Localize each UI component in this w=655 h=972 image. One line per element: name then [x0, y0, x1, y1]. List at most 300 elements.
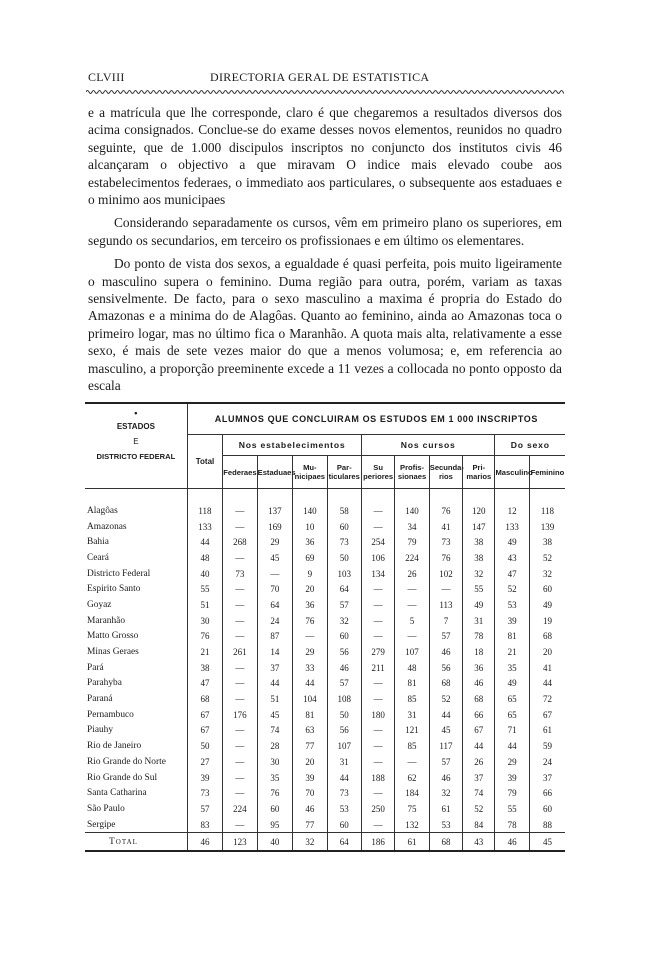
- table-cell: 186: [361, 833, 394, 852]
- table-cell: 102: [429, 566, 462, 582]
- table-cell: 68: [187, 691, 222, 707]
- table-cell: 46: [187, 833, 222, 852]
- paragraph: Do ponto de vista dos sexos, a egualdade é quasi perfeita, pois muito ligeiramente o masculino supera o feminino. Duma região para outra, porém, variam as taxas sensivelmente. De facto, para o sexo masculino a maxima é propria do Estado do Amazonas e a minima do de Alagôas. Quanto ao feminino, ainda ao Amazonas toca o primeiro logar, mas no último fica o Maranhão. A quota mais alta, relativamente a esse sexo, é mais de sete vezes maior do que a menos volumosa; e, em referencia ao masculino, a proporção preeminente excede a 11 vezes a collocada no ponto opposto da escala: [88, 256, 562, 394]
- table-cell: 76: [257, 785, 292, 801]
- table-cell: 50: [187, 738, 222, 754]
- table-cell: 41: [529, 660, 565, 676]
- table-cell: 28: [257, 738, 292, 754]
- table-cell: 120: [463, 503, 495, 519]
- table-row: [85, 503, 565, 519]
- table-cell: 169: [257, 519, 292, 535]
- table-cell: 53: [429, 817, 462, 833]
- table-cell: 36: [293, 597, 327, 613]
- table-cell: 85: [395, 691, 429, 707]
- table-cell: —: [361, 581, 394, 597]
- group-header-sexo: Do sexo: [495, 435, 565, 456]
- table-cell: 44: [429, 707, 462, 723]
- table-cell: 33: [293, 660, 327, 676]
- stub-header-line2: E: [133, 437, 139, 446]
- row-label: Pernambuco: [87, 709, 134, 720]
- table-row: [85, 550, 565, 566]
- body-text: [88, 104, 562, 401]
- table-cell: 184: [395, 785, 429, 801]
- table-cell: 133: [187, 519, 222, 535]
- table-cell: 224: [223, 801, 257, 817]
- table-cell: 254: [361, 534, 394, 550]
- table-cell: —: [223, 660, 257, 676]
- table-cell: —: [257, 566, 292, 582]
- row-label: Amazonas: [87, 521, 127, 532]
- table-cell: 133: [495, 519, 529, 535]
- table-cell: 67: [463, 723, 495, 739]
- table-cell: 118: [187, 503, 222, 519]
- table-cell: 20: [529, 644, 565, 660]
- table-row: [85, 644, 565, 660]
- group-header-estabelecimentos: Nos estabelecimentos: [223, 435, 362, 456]
- table-cell: 45: [257, 707, 292, 723]
- table-cell: —: [223, 597, 257, 613]
- running-header: [88, 70, 562, 86]
- table-cell: 29: [257, 534, 292, 550]
- table-cell: —: [223, 723, 257, 739]
- table-cell: 52: [429, 691, 462, 707]
- table-cell: 20: [293, 581, 327, 597]
- table-cell: 46: [293, 801, 327, 817]
- table-cell: 44: [187, 534, 222, 550]
- table-cell: 64: [327, 833, 361, 852]
- table-cell: 32: [463, 566, 495, 582]
- row-label: Paraná: [87, 694, 113, 705]
- table-cell: 44: [327, 770, 361, 786]
- row-label: Rio Grande do Norte: [87, 756, 166, 767]
- total-column-header: Total: [187, 435, 222, 489]
- table-cell: 39: [187, 770, 222, 786]
- table-cell: 44: [293, 676, 327, 692]
- table-row: [85, 770, 565, 786]
- table-cell: 74: [257, 723, 292, 739]
- table-cell: —: [223, 691, 257, 707]
- table-cell: 73: [429, 534, 462, 550]
- col-header-particulares: Par- ticulares: [327, 456, 361, 489]
- col-header-profissionaes: Profis- sionaes: [395, 456, 429, 489]
- table-cell: —: [395, 754, 429, 770]
- table-cell: 35: [495, 660, 529, 676]
- table-row: [85, 723, 565, 739]
- table-cell: 118: [529, 503, 565, 519]
- table-cell: 53: [327, 801, 361, 817]
- paragraph: Considerando separadamente os cursos, vêm em primeiro plano os superiores, em segundo os secundarios, em terceiro os profissionaes e em último os elementares.: [88, 215, 562, 248]
- table-cell: 24: [529, 754, 565, 770]
- table-cell: —: [223, 613, 257, 629]
- table-cell: 60: [327, 629, 361, 645]
- table-cell: 61: [429, 801, 462, 817]
- statistics-table: [85, 402, 565, 852]
- table-cell: 279: [361, 644, 394, 660]
- table-cell: 103: [327, 566, 361, 582]
- table-cell: —: [223, 629, 257, 645]
- table-cell: 31: [463, 613, 495, 629]
- table-cell: —: [361, 738, 394, 754]
- table-cell: 140: [293, 503, 327, 519]
- table-row: [85, 660, 565, 676]
- table-cell: 36: [463, 660, 495, 676]
- table-cell: 88: [529, 817, 565, 833]
- table-cell: 32: [327, 613, 361, 629]
- table-cell: 19: [529, 613, 565, 629]
- table-cell: —: [361, 629, 394, 645]
- table-cell: 57: [327, 597, 361, 613]
- table-cell: 49: [463, 597, 495, 613]
- table-cell: 27: [187, 754, 222, 770]
- table-cell: 57: [327, 676, 361, 692]
- table-cell: —: [361, 676, 394, 692]
- table-cell: 67: [187, 707, 222, 723]
- table-cell: 60: [529, 801, 565, 817]
- table-cell: 134: [361, 566, 394, 582]
- table-row: [85, 566, 565, 582]
- table-cell: 224: [395, 550, 429, 566]
- table-cell: 87: [257, 629, 292, 645]
- table-row: [85, 519, 565, 535]
- table-cell: 68: [463, 691, 495, 707]
- table-cell: 9: [293, 566, 327, 582]
- table-cell: 31: [327, 754, 361, 770]
- row-label: Total: [85, 833, 187, 852]
- table-cell: 180: [361, 707, 394, 723]
- table-cell: 56: [429, 660, 462, 676]
- table-cell: 55: [495, 801, 529, 817]
- group-header-cursos: Nos cursos: [361, 435, 495, 456]
- table-cell: 137: [257, 503, 292, 519]
- table-cell: —: [361, 519, 394, 535]
- table-cell: 20: [293, 754, 327, 770]
- table-cell: 46: [327, 660, 361, 676]
- table-cell: 78: [495, 817, 529, 833]
- table-cell: 95: [257, 817, 292, 833]
- table-cell: 79: [495, 785, 529, 801]
- table-cell: 30: [187, 613, 222, 629]
- table-cell: 140: [395, 503, 429, 519]
- col-header-feminino: Feminino: [529, 456, 565, 489]
- table-cell: 60: [327, 817, 361, 833]
- table-cell: —: [223, 785, 257, 801]
- row-label: Bahia: [87, 537, 109, 548]
- table-cell: —: [361, 817, 394, 833]
- table-cell: —: [223, 503, 257, 519]
- table-cell: 73: [327, 785, 361, 801]
- table-cell: 29: [495, 754, 529, 770]
- table-cell: —: [361, 691, 394, 707]
- row-label: Rio Grande do Sul: [87, 772, 158, 783]
- table-cell: 63: [293, 723, 327, 739]
- table-row: [85, 738, 565, 754]
- table-cell: 26: [395, 566, 429, 582]
- row-label: Matto Grosso: [87, 631, 139, 642]
- stub-header-line3: DISTRICTO FEDERAL: [96, 452, 176, 461]
- row-label: Sergipe: [87, 819, 116, 830]
- table-cell: 18: [463, 644, 495, 660]
- table-cell: 32: [293, 833, 327, 852]
- table-cell: 68: [429, 833, 462, 852]
- table-cell: 29: [293, 644, 327, 660]
- col-header-superiores: Su periores: [361, 456, 394, 489]
- table-cell: —: [361, 785, 394, 801]
- table-cell: 21: [187, 644, 222, 660]
- table-cell: —: [223, 770, 257, 786]
- table-cell: 74: [463, 785, 495, 801]
- table-cell: —: [223, 676, 257, 692]
- table-cell: 81: [395, 676, 429, 692]
- table-cell: 108: [327, 691, 361, 707]
- table-cell: 70: [257, 581, 292, 597]
- table-row: [85, 597, 565, 613]
- table-cell: —: [223, 754, 257, 770]
- table-cell: —: [293, 629, 327, 645]
- row-label: Rio de Janeiro: [87, 741, 142, 752]
- table-cell: —: [223, 550, 257, 566]
- row-label: Goyaz: [87, 599, 112, 610]
- table-cell: 250: [361, 801, 394, 817]
- table-cell: 73: [327, 534, 361, 550]
- table-cell: 58: [327, 503, 361, 519]
- table-cell: 43: [495, 550, 529, 566]
- table-cell: —: [361, 723, 394, 739]
- table-cell: 52: [463, 801, 495, 817]
- table-cell: 61: [395, 833, 429, 852]
- table-cell: 46: [429, 770, 462, 786]
- table-cell: —: [395, 629, 429, 645]
- table-row: [85, 691, 565, 707]
- table-cell: 55: [187, 581, 222, 597]
- table-cell: 44: [529, 676, 565, 692]
- table-cell: 76: [429, 503, 462, 519]
- table-cell: 77: [293, 817, 327, 833]
- row-label: São Paulo: [87, 803, 125, 814]
- table-row: [85, 629, 565, 645]
- table-row: [85, 676, 565, 692]
- table-cell: 45: [529, 833, 565, 852]
- table-cell: 5: [395, 613, 429, 629]
- table-cell: 106: [361, 550, 394, 566]
- table-cell: 60: [327, 519, 361, 535]
- table-cell: 10: [293, 519, 327, 535]
- table-row: [85, 801, 565, 817]
- table-cell: —: [223, 581, 257, 597]
- table-cell: 43: [463, 833, 495, 852]
- table-cell: 65: [495, 691, 529, 707]
- row-label: Ceará: [87, 552, 109, 563]
- table-cell: 14: [257, 644, 292, 660]
- table-cell: 55: [463, 581, 495, 597]
- table-cell: 61: [529, 723, 565, 739]
- table-cell: 56: [327, 644, 361, 660]
- table-cell: 40: [257, 833, 292, 852]
- table-cell: —: [223, 519, 257, 535]
- table-cell: 51: [187, 597, 222, 613]
- table-cell: 117: [429, 738, 462, 754]
- table-cell: 68: [529, 629, 565, 645]
- row-label: Santa Catharina: [87, 788, 147, 799]
- table-cell: 76: [187, 629, 222, 645]
- table-cell: —: [395, 597, 429, 613]
- table-cell: 70: [293, 785, 327, 801]
- table-cell: 39: [495, 613, 529, 629]
- table-cell: 46: [429, 644, 462, 660]
- table-cell: 57: [187, 801, 222, 817]
- table-row: [85, 754, 565, 770]
- table-cell: 44: [257, 676, 292, 692]
- table-cell: 34: [395, 519, 429, 535]
- table-cell: 73: [223, 566, 257, 582]
- table-cell: 62: [395, 770, 429, 786]
- table-cell: 49: [495, 676, 529, 692]
- table-cell: 24: [257, 613, 292, 629]
- table-cell: 113: [429, 597, 462, 613]
- table-cell: 38: [529, 534, 565, 550]
- row-label: Piauhy: [87, 725, 114, 736]
- table-cell: 53: [495, 597, 529, 613]
- table-cell: 123: [223, 833, 257, 852]
- table-cell: 38: [463, 550, 495, 566]
- table-cell: 211: [361, 660, 394, 676]
- table-cell: 57: [429, 629, 462, 645]
- main-column-header: ALUMNOS QUE CONCLUIRAM OS ESTUDOS EM 1 000 INSCRIPTOS: [187, 403, 565, 435]
- table-cell: 37: [463, 770, 495, 786]
- table-row: [85, 534, 565, 550]
- table-cell: 60: [529, 581, 565, 597]
- table-cell: 50: [327, 707, 361, 723]
- table-cell: 78: [463, 629, 495, 645]
- table-cell: —: [361, 613, 394, 629]
- table-cell: 46: [463, 676, 495, 692]
- row-label: Districto Federal: [87, 568, 151, 579]
- running-title: DIRECTORIA GERAL DE ESTATISTICA: [210, 70, 430, 84]
- table-cell: 40: [187, 566, 222, 582]
- table-cell: 38: [187, 660, 222, 676]
- table-cell: 47: [187, 676, 222, 692]
- col-header-masculino: Masculino: [495, 456, 529, 489]
- table-cell: 45: [257, 550, 292, 566]
- table-cell: 81: [293, 707, 327, 723]
- table-cell: 66: [529, 785, 565, 801]
- table-row-total: [85, 833, 565, 852]
- table-cell: 64: [257, 597, 292, 613]
- table-cell: 56: [327, 723, 361, 739]
- table-cell: 66: [463, 707, 495, 723]
- table-cell: 139: [529, 519, 565, 535]
- table-cell: 21: [495, 644, 529, 660]
- table-cell: 32: [429, 785, 462, 801]
- table-cell: 268: [223, 534, 257, 550]
- row-label: Espirito Santo: [87, 584, 141, 595]
- table-cell: 47: [495, 566, 529, 582]
- table-cell: 71: [495, 723, 529, 739]
- table-cell: 73: [187, 785, 222, 801]
- table-row: [85, 707, 565, 723]
- table-cell: 36: [293, 534, 327, 550]
- table-cell: 51: [257, 691, 292, 707]
- table-cell: 50: [327, 550, 361, 566]
- table-cell: 83: [187, 817, 222, 833]
- table-cell: 176: [223, 707, 257, 723]
- table-cell: 46: [495, 833, 529, 852]
- table-cell: 67: [187, 723, 222, 739]
- table-cell: 67: [529, 707, 565, 723]
- table-cell: 52: [495, 581, 529, 597]
- table-cell: 104: [293, 691, 327, 707]
- table-cell: 69: [293, 550, 327, 566]
- table-cell: —: [361, 754, 394, 770]
- table-cell: 59: [529, 738, 565, 754]
- table-cell: 52: [529, 550, 565, 566]
- table-cell: 30: [257, 754, 292, 770]
- table-cell: —: [361, 503, 394, 519]
- table-cell: 68: [429, 676, 462, 692]
- table-cell: 84: [463, 817, 495, 833]
- table-cell: 81: [495, 629, 529, 645]
- table-cell: 49: [495, 534, 529, 550]
- wavy-rule: [86, 88, 564, 96]
- table-cell: 45: [429, 723, 462, 739]
- table-cell: 65: [495, 707, 529, 723]
- table-cell: —: [361, 597, 394, 613]
- table-cell: 39: [495, 770, 529, 786]
- table-cell: 48: [187, 550, 222, 566]
- table-cell: —: [395, 581, 429, 597]
- table-cell: 85: [395, 738, 429, 754]
- table-cell: 75: [395, 801, 429, 817]
- table-row: [85, 581, 565, 597]
- table-cell: 35: [257, 770, 292, 786]
- table-cell: 44: [463, 738, 495, 754]
- col-header-federaes: Federaes: [223, 456, 257, 489]
- table-cell: 12: [495, 503, 529, 519]
- table-cell: 32: [529, 566, 565, 582]
- table-cell: 188: [361, 770, 394, 786]
- table-cell: 31: [395, 707, 429, 723]
- table-cell: —: [429, 581, 462, 597]
- table-cell: 79: [395, 534, 429, 550]
- stub-header-line1: ESTADOS: [116, 422, 155, 431]
- row-label: Pará: [87, 662, 104, 673]
- row-label: Parahyba: [87, 678, 122, 689]
- table-cell: 44: [495, 738, 529, 754]
- table-cell: 72: [529, 691, 565, 707]
- col-header-estaduaes: Estaduaes: [257, 456, 292, 489]
- row-label: Minas Geraes: [87, 647, 139, 658]
- table-row: [85, 817, 565, 833]
- table-cell: 41: [429, 519, 462, 535]
- table-cell: 76: [293, 613, 327, 629]
- table-cell: 147: [463, 519, 495, 535]
- table-cell: 77: [293, 738, 327, 754]
- table-cell: 121: [395, 723, 429, 739]
- table-cell: 132: [395, 817, 429, 833]
- row-label: Alagôas: [87, 505, 118, 516]
- table-cell: 26: [463, 754, 495, 770]
- table-cell: 107: [395, 644, 429, 660]
- table-cell: 60: [257, 801, 292, 817]
- table-cell: 76: [429, 550, 462, 566]
- stub-header: • ESTADOS E DISTRICTO FEDERAL: [85, 403, 187, 489]
- table-row: [85, 785, 565, 801]
- table-cell: 37: [257, 660, 292, 676]
- paragraph: e a matrícula que lhe corresponde, claro é que chegaremos a resultados diversos dos acima consignados. Conclue-se do exame desses novos elementos, reunidos no quadro seguinte, que de 1.000 discipulos inscriptos no conjuncto dos institutos civis 46 alcançaram o objectivo a que miravam O indice mais elevado coube aos estabelecimentos federaes, o immediato aos particulares, o subsequente aos estaduaes e o minimo aos municipaes: [88, 105, 562, 208]
- table-cell: 39: [293, 770, 327, 786]
- col-header-primarios: Pri- marios: [463, 456, 495, 489]
- table-cell: 48: [395, 660, 429, 676]
- table-cell: 107: [327, 738, 361, 754]
